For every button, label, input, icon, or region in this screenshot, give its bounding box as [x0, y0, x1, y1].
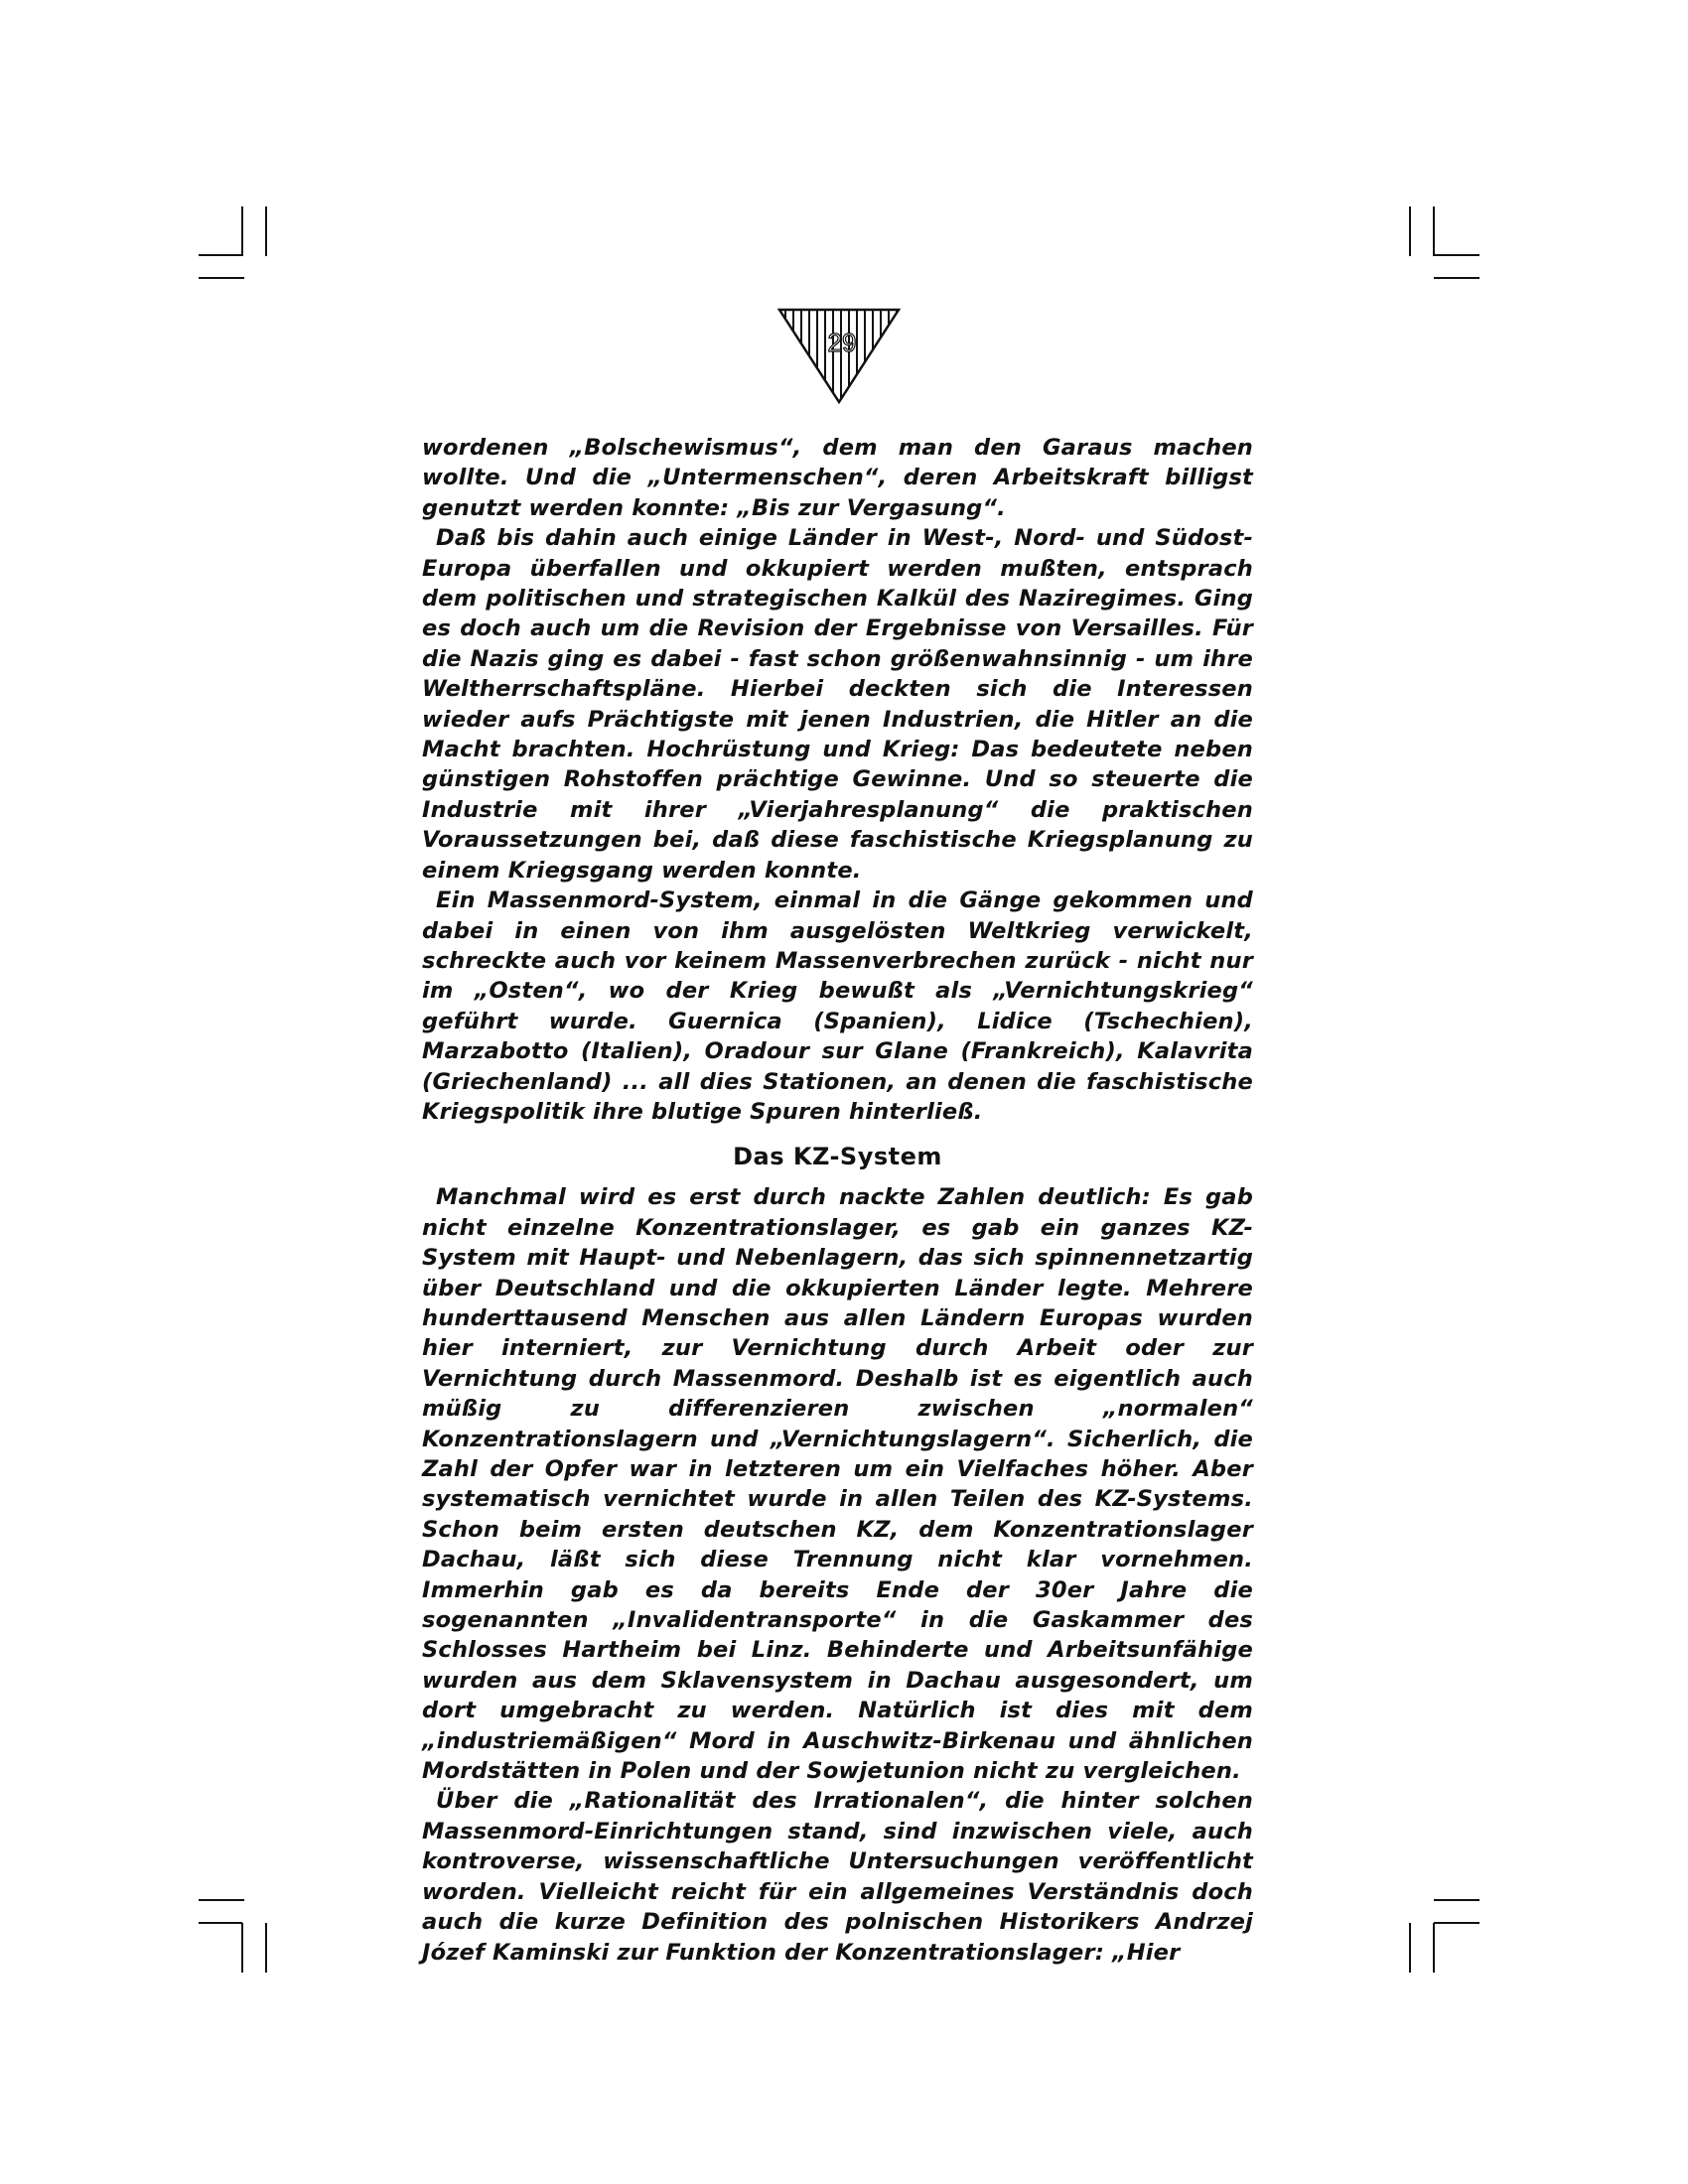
page-number-triangle — [0, 0, 1688, 417]
paragraph: Über die „Rationalität des Irrationalen“, die hinter solchen Massenmord-Einrichtungen stand, sind inzwischen viele, auch kontroverse, wissenschaftliche Untersuchungen veröffentlicht worden. Vielleicht reicht für ein allgemeines Verständnis doch auch die kurze Definition des polnischen Historikers Andrzej Józef Kaminski zur Funktion der Konzentrationslager: „Hier — [422, 1788, 1253, 1966]
crop-mark-bottom-left — [199, 1900, 266, 1973]
paragraph: Daß bis dahin auch einige Länder in West-, Nord- und Südost-Europa überfallen und okkupiert werden mußten, entsprach dem politischen und strategischen Kalkül des Naziregimes. Ging es doch auch um die Revision der Ergebnisse von Versailles. Für die Nazis ging es dabei - fast schon größenwahnsinnig - um ihre Weltherrschaftspläne. Hierbei deckten sich die Interessen wieder aufs Prächtigste mit jenen Industrien, die Hitler an die Macht brachten. Hochrüstung und Krieg: Das bedeutete neben günstigen Rohstoffen prächtige Gewinne. Und so steuerte die Industrie mit ihrer „Vierjahresplanung“ die praktischen Voraussetzungen bei, daß diese faschistische Kriegsplanung zu einem Kriegsgang werden konnte. — [422, 525, 1253, 884]
page-number: 29 — [827, 328, 857, 357]
section-heading: Das KZ-System — [733, 1143, 942, 1171]
paragraph: Ein Massenmord-System, einmal in die Gänge gekommen und dabei in einen von ihm ausgelösten Weltkrieg verwickelt, schreckte auch vor keinem Massenverbrechen zurück - nicht nur im „Osten“, wo der Krieg bewußt als „Vernichtungskrieg“ geführt wurde. Guernica (Spanien), Lidice (Tschechien), Marzabotto (Italien), Oradour sur Glane (Frankreich), Kalavrita (Griechenland) ... all dies Stationen, an denen die faschistische Kriegspolitik ihre blutige Spuren hinterließ. — [422, 887, 1253, 1125]
paragraph: Manchmal wird es erst durch nackte Zahlen deutlich: Es gab nicht einzelne Konzentrationslager, es gab ein ganzes KZ-System mit Haupt- und Nebenlagern, das sich spinnennetzartig über Deutschland und die okkupierten Länder legte. Mehrere hunderttausend Menschen aus allen Ländern Europas wurden hier interniert, zur Vernichtung durch Arbeit oder zur Vernichtung durch Massenmord. Deshalb ist es eigentlich auch müßig zu differenzieren zwischen „normalen“ Konzentrationslagern und „Vernichtungslagern“. Sicherlich, die Zahl der Opfer war in letzteren um ein Vielfaches höher. Aber systematisch vernichtet wurde in allen Teilen des KZ-Systems. Schon beim ersten deutschen KZ, dem Konzentrationslager Dachau, läßt sich diese Trennung nicht klar vornehmen. Immerhin gab es da bereits Ende der 30er Jahre die sogenannten „Invalidentransporte“ in die Gaskammer des Schlosses Hartheim bei Linz. Behinderte und Arbeitsunfähige wurden aus dem Sklavensystem in Dachau ausgesondert, um dort umgebracht zu werden. Natürlich ist dies mit dem „industriemäßigen“ Mord in Auschwitz-Birkenau und ähnlichen Mordstätten in Polen und der Sowjetunion nicht zu vergleichen. — [422, 1184, 1253, 1785]
paragraph: wordenen „Bolschewismus“, dem man den Garaus machen wollte. Und die „Untermenschen“, deren Arbeitskraft billigst genutzt werden konnte: „Bis zur Vergasung“. — [422, 435, 1253, 521]
crop-mark-bottom-right — [1410, 1900, 1479, 1973]
triangle-stripes — [785, 308, 897, 407]
body-text — [422, 433, 1253, 1968]
